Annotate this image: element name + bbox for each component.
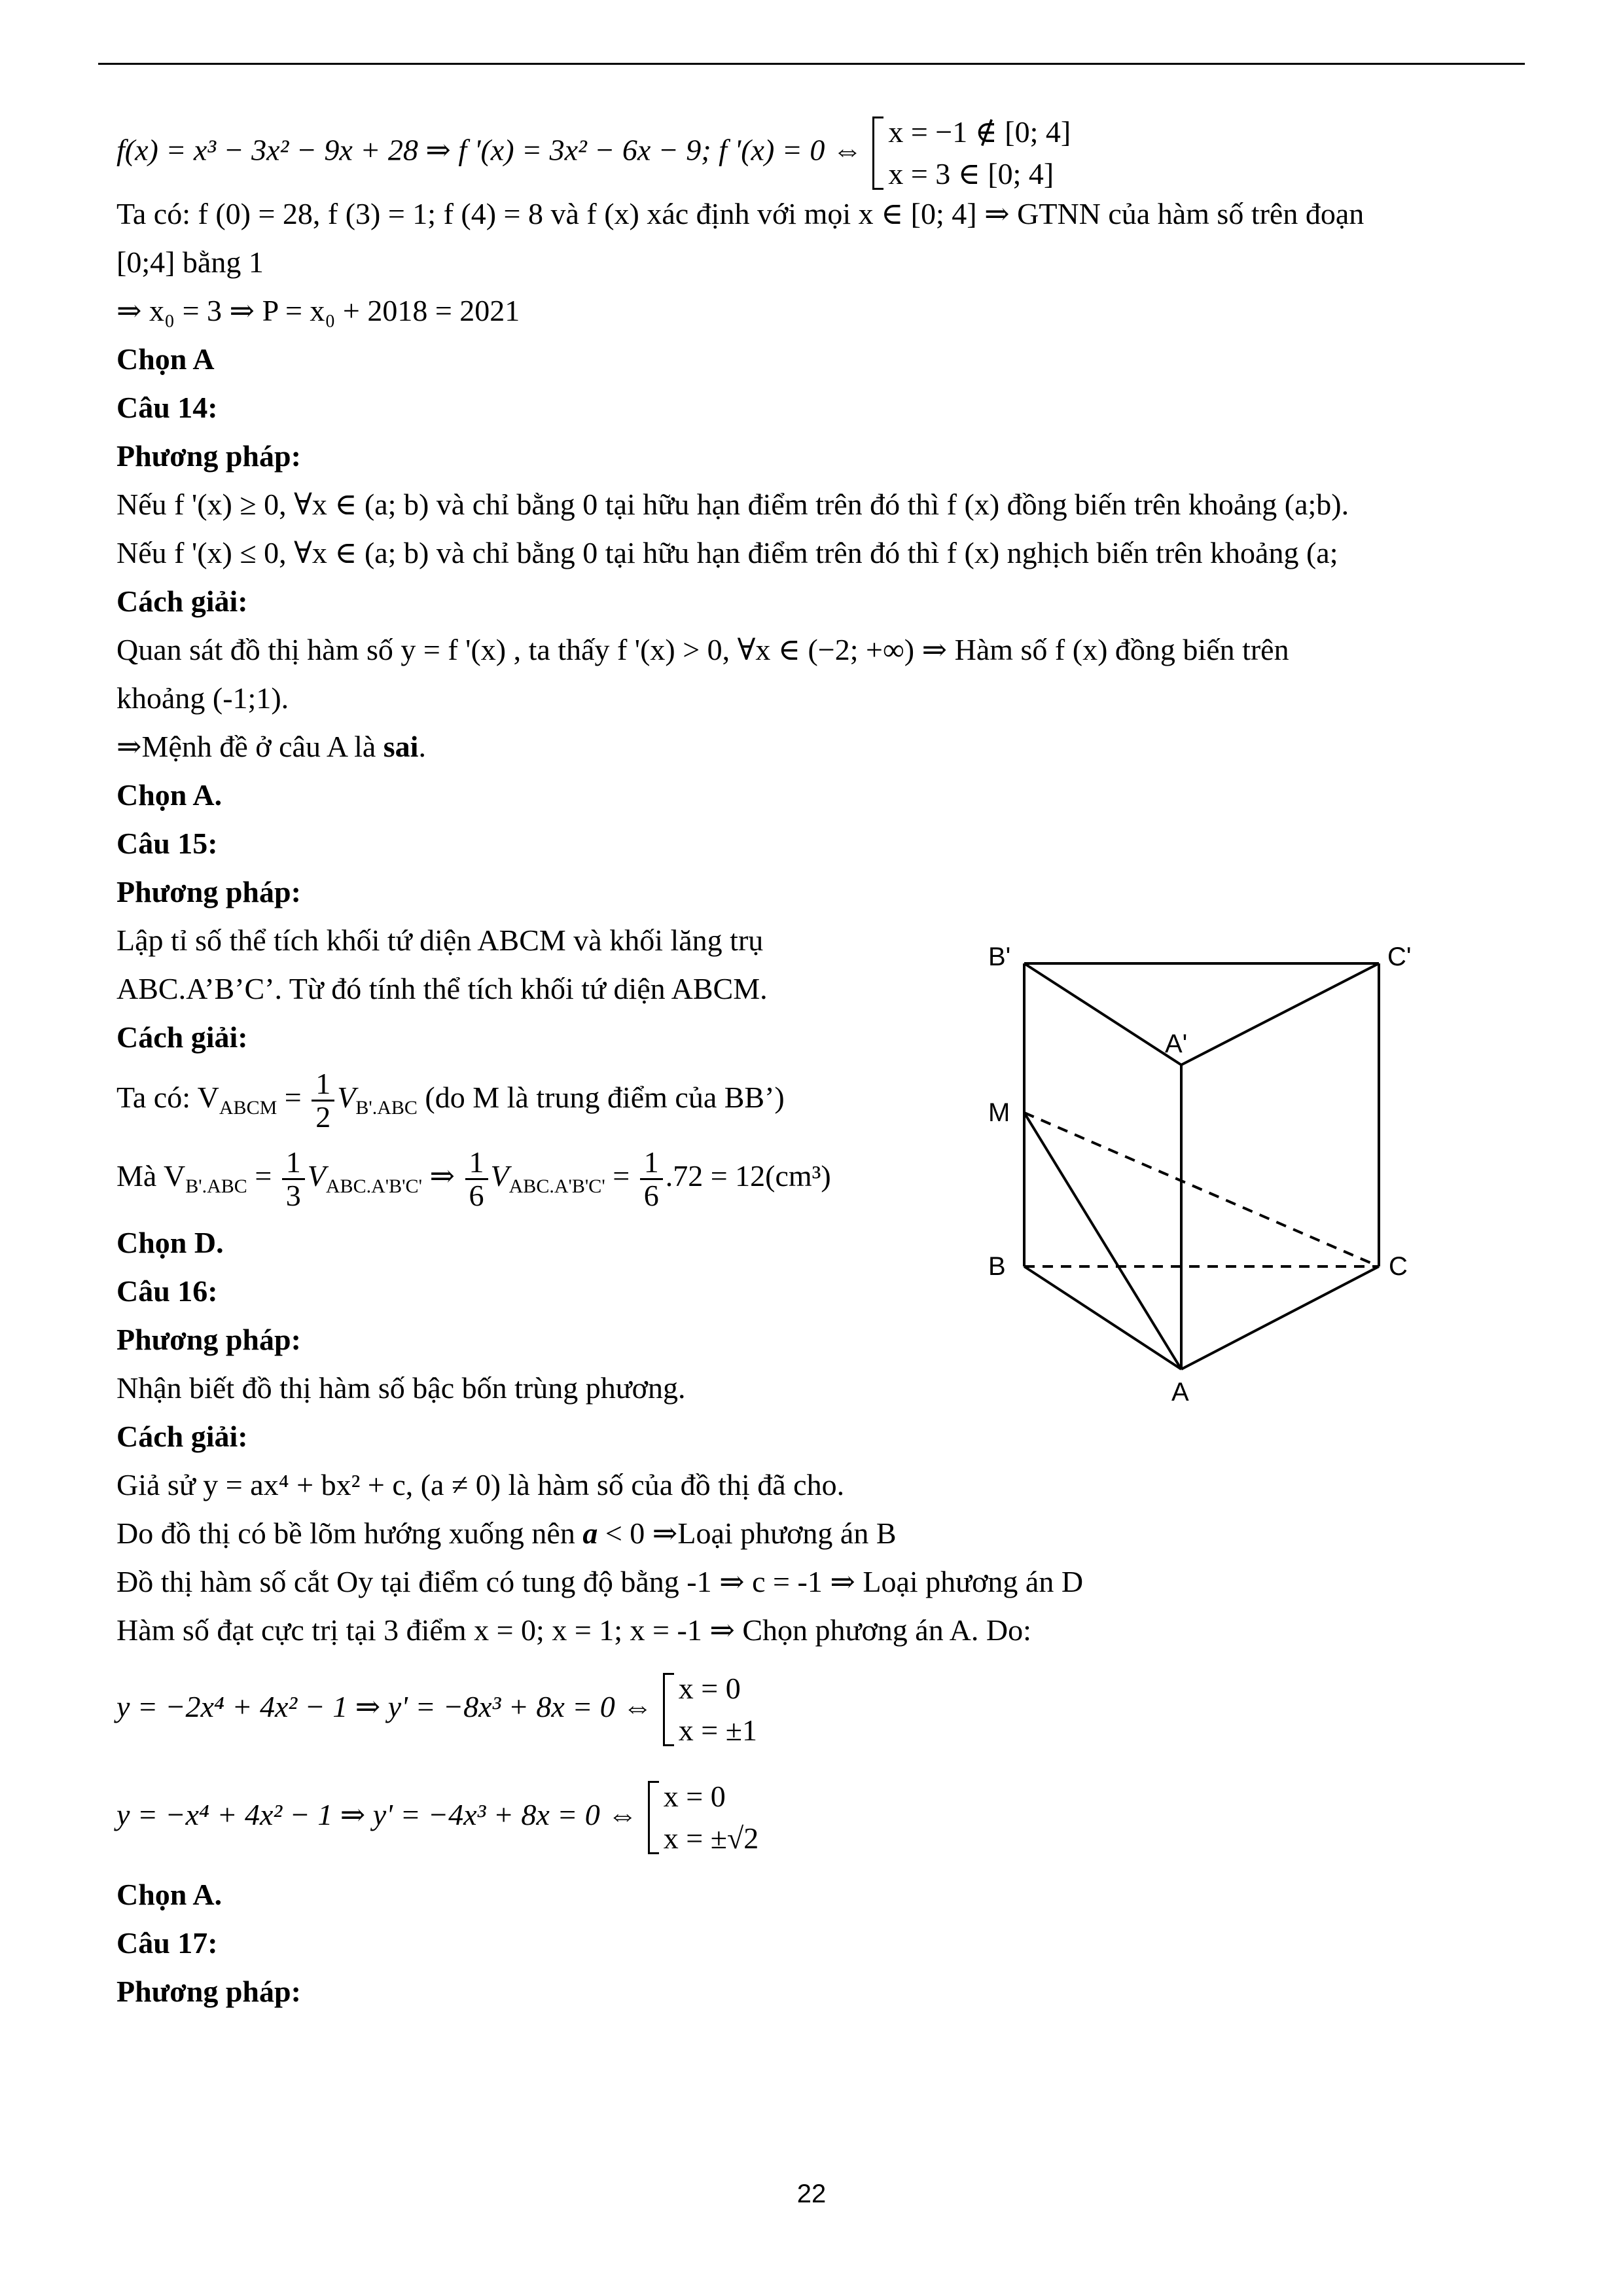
eq-text: = [277,1081,310,1114]
case-bracket [660,1668,757,1751]
eq-text: Mà V [116,1159,186,1193]
equation-option-b [116,1759,1530,1871]
label-b: B [988,1252,1006,1281]
label-c: C [1389,1252,1408,1281]
question-title: Câu 16: [116,1274,218,1308]
question-title: Câu 17: [116,1926,218,1960]
edge-b-a [1024,1266,1181,1369]
solution-heading: Cách giải: [116,1020,248,1054]
eq-subscript: ABC.A'B'C' [508,1175,605,1198]
case-line: x = ±1 [678,1713,757,1748]
case-line: x = 0 [663,1780,726,1814]
label-m: M [988,1098,1010,1127]
method-heading: Phương pháp: [116,1975,301,2008]
text-line: Nhận biết đồ thị hàm số bậc bốn trùng phương. [116,1371,686,1405]
conclusion-emphasis: sai [383,730,419,763]
label-a-prime: A' [1165,1030,1188,1058]
eq-note: (do M là trung điểm của BB’) [417,1081,785,1114]
eq-text: = [605,1159,637,1193]
equation-line: ⇒ x₀ = 3 ⇒ P = x₀ + 2018 = 2021 [116,294,520,327]
text-part: < 0 ⇒Loại phương án B [597,1516,897,1550]
text-emphasis: a [582,1516,598,1550]
text-line: Lập tỉ số thể tích khối tứ diện ABCM và khối lăng trụ [116,924,764,957]
eq-text: = [247,1159,279,1193]
numerator: 1 [640,1147,663,1180]
equation-derivative [116,111,1530,190]
edge-bp-ap [1024,963,1181,1065]
fraction [282,1147,305,1211]
equation-left: y = −2x⁴ + 4x² − 1 ⇒ y' = −8x³ + 8x = 0 ⇔ [116,1690,653,1723]
numerator: 1 [465,1147,488,1180]
edge-m-c-hidden [1024,1113,1379,1266]
case-line: x = ±√2 [663,1821,759,1856]
eq-text: V [307,1159,326,1193]
label-a: A [1171,1378,1189,1407]
equation-option-a [116,1655,1530,1759]
text-line: Hàm số đạt cực trị tại 3 điểm x = 0; x = 1; x = -1 ⇒ Chọn phương án A. Do: [116,1613,1031,1647]
eq-text: Ta có: V [116,1081,219,1114]
eq-text: .72 = 12(cm³) [665,1159,831,1193]
fraction [312,1068,334,1133]
answer-choice: Chọn A [116,342,215,376]
text-line: [0;4] bằng 1 [116,245,264,279]
solution-heading: Cách giải: [116,584,248,618]
method-heading: Phương pháp: [116,1323,301,1356]
text-line: Đồ thị hàm số cắt Oy tại điểm có tung độ bằng -1 ⇒ c = -1 ⇒ Loại phương án D [116,1565,1084,1598]
question-title: Câu 15: [116,827,218,860]
equation-left: f(x) = x³ − 3x² − 9x + 28 ⇒ f '(x) = 3x² − 6x − 9; f '(x) = 0 ⇔ [116,133,863,167]
text-line: Ta có: f (0) = 28, f (3) = 1; f (4) = 8 và f (x) xác định với mọi x ∈ [0; 4] ⇒ GTNN của hàm số trên đoạn [116,197,1364,230]
eq-text: V [337,1081,356,1114]
question-title: Câu 14: [116,391,218,424]
equation-left: y = −x⁴ + 4x² − 1 ⇒ y' = −4x³ + 8x = 0 ⇔ [116,1798,638,1831]
case-line: x = 3 ∈ [0; 4] [888,157,1054,190]
numerator: 1 [312,1068,334,1102]
eq-subscript: ABC.A'B'C' [325,1175,422,1198]
denominator: 3 [285,1178,301,1212]
page-number: 22 [796,2179,827,2208]
eq-subscript: B'.ABC [355,1097,418,1119]
solution-heading: Cách giải: [116,1420,248,1453]
header-rule [98,63,1525,65]
eq-text: V [490,1159,509,1193]
case-line: x = −1 ∉ [0; 4] [888,115,1071,149]
answer-choice: Chọn A. [116,1878,223,1911]
label-c-prime: C' [1387,942,1412,971]
edge-cp-ap [1181,963,1379,1065]
fraction [465,1147,488,1211]
eq-subscript: B'.ABC [185,1175,247,1198]
label-b-prime: B' [988,942,1011,971]
edge-c-a [1181,1266,1379,1369]
text-line: Quan sát đồ thị hàm số y = f '(x) , ta thấy f '(x) > 0, ∀x ∈ (−2; +∞) ⇒ Hàm số f (x) đồng biến trên [116,633,1289,666]
fraction [640,1147,663,1211]
edge-m-a [1024,1113,1181,1369]
denominator: 2 [315,1100,331,1134]
text-part: Do đồ thị có bề lõm hướng xuống nên [116,1516,583,1550]
method-heading: Phương pháp: [116,875,301,908]
eq-subscript: ABCM [219,1097,277,1119]
text-line: Giả sử y = ax⁴ + bx² + c, (a ≠ 0) là hàm số của đồ thị đã cho. [116,1468,845,1501]
case-bracket [645,1776,758,1859]
prism-figure [975,936,1446,1407]
text-line: Nếu f '(x) ≥ 0, ∀x ∈ (a; b) và chỉ bằng 0 tại hữu hạn điểm trên đó thì f (x) đồng biến trên khoảng (a;b). [116,488,1349,521]
text-line: Nếu f '(x) ≤ 0, ∀x ∈ (a; b) và chỉ bằng 0 tại hữu hạn điểm trên đó thì f (x) nghịch biến trên khoảng (a; [116,536,1338,569]
denominator: 6 [469,1178,484,1212]
text-line: khoảng (-1;1). [116,681,289,715]
conclusion-text: ⇒Mệnh đề ở câu A là [116,730,383,763]
case-bracket [870,111,1071,195]
eq-text: ⇒ [421,1159,463,1193]
numerator: 1 [282,1147,305,1180]
text-line: ABC.A’B’C’. Từ đó tính thể tích khối tứ diện ABCM. [116,972,768,1005]
denominator: 6 [643,1178,659,1212]
answer-choice: Chọn A. [116,778,223,812]
text-line [116,1509,1530,1558]
case-line: x = 0 [678,1672,741,1706]
conclusion-period: . [418,730,426,763]
answer-choice: Chọn D. [116,1226,224,1259]
method-heading: Phương pháp: [116,439,301,473]
conclusion-line [116,723,1530,771]
